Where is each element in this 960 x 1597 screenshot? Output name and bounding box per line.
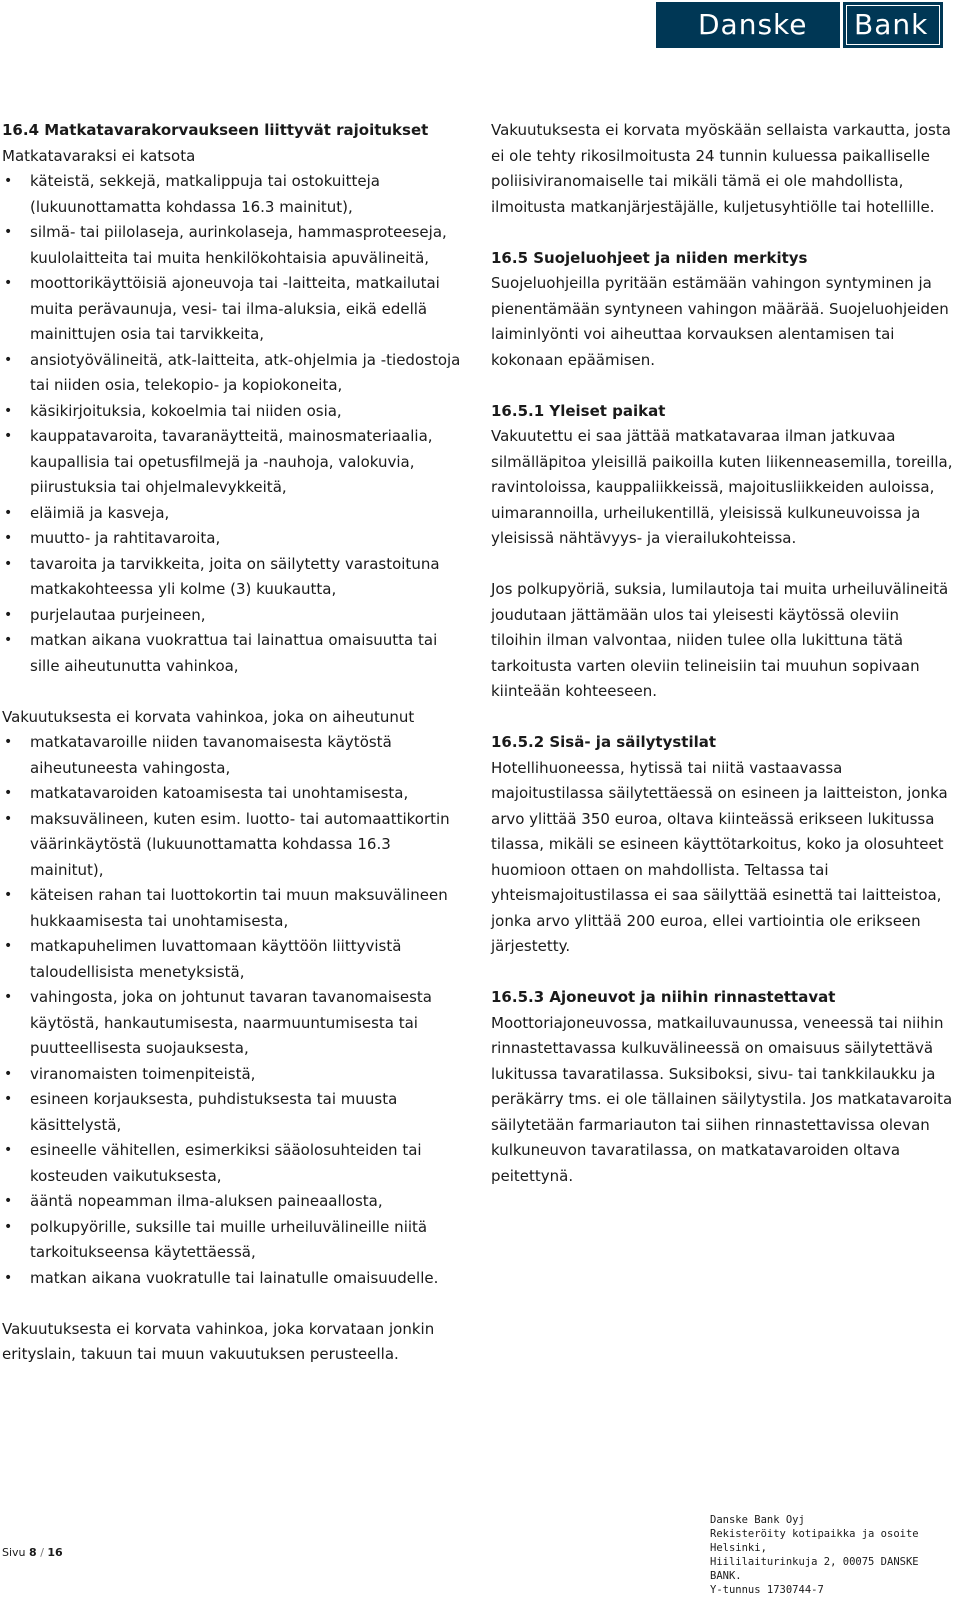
bullet-icon: • bbox=[4, 173, 13, 189]
list-item bbox=[2, 934, 464, 985]
list-item-text: käteisen rahan tai luottokortin tai muun maksuvälineen hukkaamisesta tai unohtamisesta, bbox=[30, 886, 448, 930]
page-label: Sivu bbox=[2, 1546, 26, 1559]
section-heading-16-4: 16.4 Matkatavarakorvaukseen liittyvät rajoitukset bbox=[2, 121, 429, 139]
page-separator: / bbox=[40, 1546, 44, 1559]
intro-text: Matkatavaraksi ei katsota bbox=[2, 146, 196, 165]
list-item-text: esineen korjauksesta, puhdistuksesta tai muusta käsittelystä, bbox=[30, 1090, 398, 1134]
list-item bbox=[2, 628, 464, 679]
indoor-storage-paragraph: Hotellihuoneessa, hytissä tai niitä vastaavassa majoitustilassa säilytettäessä on esineen ja laitteiston, jonka arvo ylittää 350 euroa, oltava kiinteässä erikseen lukitussa tilassa, mikäli se esineen käyttötarkoitus, koko ja olosuhteet huomioon ottaen on mahdollista. Teltassa tai yhteismajoitustilassa ei saa säilyttää esinettä tai laitteistoa, jonka arvo ylittää 200 euroa, ellei vartiointia ole erikseen järjestetty. bbox=[491, 758, 948, 955]
list-item bbox=[2, 603, 464, 629]
company-name: Danske Bank Oyj bbox=[710, 1514, 805, 1526]
list-item bbox=[2, 169, 464, 220]
public-places-paragraph: Vakuutettu ei saa jättää matkatavaraa ilman jatkuvaa silmälläpitoa yleisillä paikoilla kuten liikenneasemilla, toreilla, ravintoloissa, kauppaliikkeissä, majoitusliikkeiden auloissa, uimarannoilla, urheilukentillä, yleisissä kulkuneuvoissa ja yleisissä nähtävyys- ja vierailukohteissa. bbox=[491, 427, 953, 547]
bullet-icon: • bbox=[4, 989, 13, 1005]
list-item-text: esineelle vähitellen, esimerkiksi sääolosuhteiden tai kosteuden vaikutuksesta, bbox=[30, 1141, 422, 1185]
list-item bbox=[2, 526, 464, 552]
bullet-icon: • bbox=[4, 351, 13, 368]
list-item-text: matkatavaroiden katoamisesta tai unohtamisesta, bbox=[30, 784, 409, 802]
list-item-text: vahingosta, joka on johtunut tavaran tavanomaisesta käytöstä, hankautumisesta, naarmuuntumisesta tai puutteellisesta suojauksesta, bbox=[30, 988, 432, 1057]
section-heading-16-5-1: 16.5.1 Yleiset paikat bbox=[491, 401, 666, 420]
list-item-text: viranomaisten toimenpiteistä, bbox=[30, 1064, 256, 1083]
theft-paragraph: Vakuutuksesta ei korvata myöskään sellaista varkautta, josta ei ole tehty rikosilmoitusta 24 tunnin kuluessa paikalliselle poliisiviranomaiselle tai mikäli tämä ei ole mahdollista, ilmoitusta matkanjärjestäjälle, kuljetusyhtiölle tai hotellille. bbox=[491, 121, 951, 216]
list-item bbox=[2, 1087, 464, 1138]
section-heading-16-5: 16.5 Suojeluohjeet ja niiden merkitys bbox=[491, 248, 808, 267]
list-item-text: moottorikäyttöisiä ajoneuvoja tai -laitteita, matkailutai muita perävaunuja, vesi- tai ilma-aluksia, eikä edellä mainittujen osia tai tarvikkeita, bbox=[30, 274, 440, 343]
danske-bank-logo bbox=[656, 2, 943, 48]
list-item-text: polkupyörille, suksille tai muille urheiluvälineille niitä tarkoitukseensa käytettäessä, bbox=[30, 1217, 428, 1261]
list-item bbox=[2, 399, 464, 425]
list-item-text: ääntä nopeamman ilma-aluksen paineaallosta, bbox=[30, 1192, 383, 1210]
bullet-icon: • bbox=[4, 1269, 13, 1286]
bullet-icon: • bbox=[4, 606, 13, 623]
list-item bbox=[2, 1189, 464, 1215]
list-item bbox=[2, 552, 464, 603]
list-item bbox=[2, 1215, 464, 1266]
company-business-id: Y-tunnus 1730744-7 bbox=[710, 1584, 824, 1596]
page-number bbox=[2, 1546, 63, 1559]
list-item bbox=[2, 271, 464, 348]
list-item bbox=[2, 730, 464, 781]
bullet-icon: • bbox=[4, 275, 13, 291]
logo-word-bank: Bank bbox=[843, 2, 943, 48]
bullet-icon: • bbox=[4, 734, 13, 750]
right-column bbox=[491, 118, 953, 1189]
list-item-text: matkatavaroille niiden tavanomaisesta käytöstä aiheutuneesta vahingosta, bbox=[30, 733, 392, 777]
sports-equipment-paragraph: Jos polkupyöriä, suksia, lumilautoja tai muita urheiluvälineitä joudutaan jättämään ulos tai yleisesti käytössä oleviin tiloihin ilman valvontaa, niiden tulee olla lukittuna tätä tarkoitusta varten oleviin telineisiin tai muuhun sopivaan kiinteään kohteeseen. bbox=[491, 580, 949, 700]
list-item-text: silmä- tai piilolaseja, aurinkolaseja, hammasproteeseja, kuulolaitteita tai muita henkilökohtaisia apuvälineitä, bbox=[30, 223, 447, 267]
intro-text-2: Vakuutuksesta ei korvata vahinkoa, joka on aiheutunut bbox=[2, 707, 415, 726]
bullet-icon: • bbox=[4, 555, 13, 572]
company-address-1: Rekisteröity kotipaikka ja osoite Helsinki, bbox=[710, 1528, 919, 1554]
bullet-icon: • bbox=[4, 1193, 13, 1209]
list-item bbox=[2, 424, 464, 501]
bullet-icon: • bbox=[4, 402, 13, 419]
page-current: 8 bbox=[29, 1546, 37, 1559]
list-item-text: matkan aikana vuokrattua tai lainattua omaisuutta tai sille aiheutunutta vahinkoa, bbox=[30, 631, 438, 675]
list-item bbox=[2, 1138, 464, 1189]
bullet-icon: • bbox=[4, 1065, 13, 1082]
left-column bbox=[2, 118, 464, 1368]
list-item-text: matkan aikana vuokratulle tai lainatulle omaisuudelle. bbox=[30, 1268, 439, 1287]
bullet-icon: • bbox=[4, 1091, 13, 1107]
page-total: 16 bbox=[47, 1546, 63, 1559]
list-item-text: tavaroita ja tarvikkeita, joita on säilytetty varastoituna matkakohteessa yli kolme (3) kuukautta, bbox=[30, 554, 440, 598]
exclusion-list-2 bbox=[2, 730, 464, 1291]
bullet-icon: • bbox=[4, 428, 13, 444]
bullet-icon: • bbox=[4, 785, 13, 801]
list-item bbox=[2, 1266, 464, 1292]
list-item-text: kauppatavaroita, tavaranäytteitä, mainosmateriaalia, kaupallisia tai opetusfilmejä ja -nauhoja, valokuvia, piirustuksia tai ohjelmalevykkeitä, bbox=[30, 427, 433, 496]
list-item-text: käteistä, sekkejä, matkalippuja tai ostokuitteja (lukuunottamatta kohdassa 16.3 mainitut), bbox=[30, 172, 380, 216]
list-item-text: muutto- ja rahtitavaroita, bbox=[30, 529, 221, 547]
list-item bbox=[2, 1062, 464, 1088]
list-item-text: purjelautaa purjeineen, bbox=[30, 605, 206, 624]
closing-paragraph: Vakuutuksesta ei korvata vahinkoa, joka korvataan jonkin erityslain, takuun tai muun vakuutuksen perusteella. bbox=[2, 1319, 435, 1363]
list-item-text: eläimiä ja kasveja, bbox=[30, 503, 170, 522]
company-info bbox=[710, 1513, 955, 1597]
list-item bbox=[2, 883, 464, 934]
list-item-text: matkapuhelimen luvattomaan käyttöön liittyvistä taloudellisista menetyksistä, bbox=[30, 937, 402, 981]
list-item bbox=[2, 348, 464, 399]
bullet-icon: • bbox=[4, 530, 13, 546]
list-item bbox=[2, 807, 464, 884]
list-item-text: maksuvälineen, kuten esim. luotto- tai automaattikortin väärinkäytöstä (lukuunottamatta kohdassa 16.3 mainitut), bbox=[30, 809, 450, 879]
section-heading-16-5-2: 16.5.2 Sisä- ja säilytystilat bbox=[491, 733, 717, 751]
exclusion-list-1 bbox=[2, 169, 464, 679]
bullet-icon: • bbox=[4, 1142, 13, 1158]
protection-paragraph: Suojeluohjeilla pyritään estämään vahingon syntyminen ja pienentämään syntyneen vahingon määrää. Suojeluohjeiden laiminlyönti voi aiheuttaa korvauksen alentamisen tai kokonaan epäämisen. bbox=[491, 274, 949, 369]
section-heading-16-5-3: 16.5.3 Ajoneuvot ja niihin rinnastettavat bbox=[491, 988, 836, 1006]
list-item bbox=[2, 985, 464, 1062]
bullet-icon: • bbox=[4, 1218, 13, 1235]
list-item-text: käsikirjoituksia, kokoelmia tai niiden osia, bbox=[30, 401, 342, 420]
list-item bbox=[2, 220, 464, 271]
bullet-icon: • bbox=[4, 810, 13, 827]
bullet-icon: • bbox=[4, 887, 13, 903]
vehicles-paragraph: Moottoriajoneuvossa, matkailuvaunussa, veneessä tai niihin rinnastettavassa kulkuvälineessä on omaisuus säilytettävä lukitussa tavaratilassa. Suksiboksi, sivu- tai tankkilaukku ja peräkärry tms. ei ole tällainen säilytystila. Jos matkatavaroita säilytetään farmariauton tai siihen rinnastettavissa olevan kulkuneuvon tavaratilassa, on matkatavaroiden oltava peitettynä. bbox=[491, 1013, 953, 1185]
company-address-2: Hiililaiturinkuja 2, 00075 DANSKE BANK. bbox=[710, 1556, 919, 1582]
logo-word-danske: Danske bbox=[656, 2, 840, 48]
list-item bbox=[2, 781, 464, 807]
bullet-icon: • bbox=[4, 504, 13, 521]
bullet-icon: • bbox=[4, 632, 13, 648]
list-item bbox=[2, 501, 464, 527]
list-item-text: ansiotyövälineitä, atk-laitteita, atk-ohjelmia ja -tiedostoja tai niiden osia, telekopio- ja kopiokoneita, bbox=[30, 350, 461, 394]
bullet-icon: • bbox=[4, 224, 13, 240]
bullet-icon: • bbox=[4, 938, 13, 954]
